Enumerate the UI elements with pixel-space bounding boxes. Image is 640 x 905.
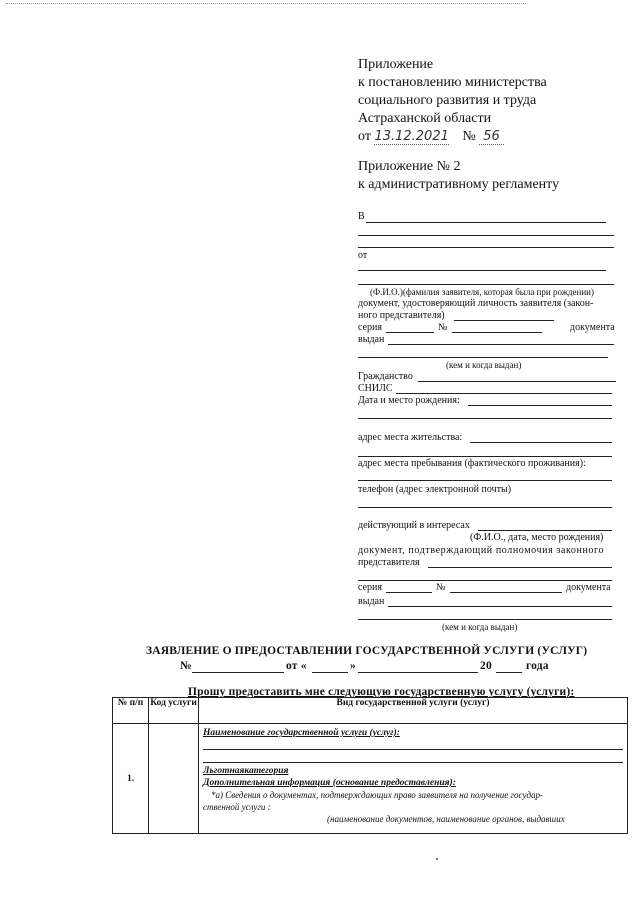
- number-label: №: [438, 322, 448, 333]
- row-number: 1.: [113, 724, 149, 834]
- birth-label: Дата и место рождения:: [358, 395, 460, 406]
- appendix-1-line3: социального развития и труда: [358, 93, 537, 108]
- snils-field[interactable]: [396, 393, 612, 394]
- to-field-line2[interactable]: [358, 235, 614, 236]
- statement-quote: »: [350, 660, 356, 672]
- docs-info-line2: ственной услуги :: [203, 802, 271, 812]
- scan-edge-artifact: [6, 3, 526, 4]
- phone-label: телефон (адрес электронной почты): [358, 484, 512, 495]
- issued-note: (кем и когда выдан): [446, 360, 522, 370]
- acting-field[interactable]: [478, 530, 612, 531]
- citizenship-field[interactable]: [418, 381, 616, 382]
- authority-doc-label-2: представителя: [358, 557, 420, 568]
- fio-note: (Ф.И.О.)(фамилия заявителя, которая была при рождении): [370, 287, 594, 297]
- handwritten-date: 13.12.2021: [374, 129, 449, 144]
- authority-doc-field-line2[interactable]: [358, 580, 612, 581]
- statement-day-field[interactable]: [312, 672, 348, 673]
- issued-field[interactable]: [388, 344, 614, 345]
- residence-field[interactable]: [470, 442, 612, 443]
- issued-label: выдан: [358, 334, 385, 345]
- appendix-1-header: [358, 56, 547, 146]
- residence-field-line2[interactable]: [358, 456, 612, 457]
- stay-label: адрес места пребывания (фактического проживания):: [358, 458, 586, 469]
- number-label-2: №: [436, 582, 446, 593]
- birth-field-line2[interactable]: [358, 418, 612, 419]
- handwritten-number: 56: [479, 129, 504, 145]
- applicant-name-field[interactable]: [358, 270, 606, 271]
- from-label-form: от: [358, 250, 368, 261]
- issued-note-2: (кем и когда выдан): [442, 622, 518, 632]
- col-header-number: № п/п: [113, 698, 149, 724]
- series-field-2[interactable]: [386, 592, 432, 593]
- id-doc-label-2: ного представителя): [358, 310, 445, 321]
- document-label-2: документа: [566, 582, 611, 593]
- extra-info-label: Дополнительная информация (основание предоставления):: [203, 778, 456, 788]
- to-label: В: [358, 211, 365, 222]
- statement-title: ЗАЯВЛЕНИЕ О ПРЕДОСТАВЛЕНИИ ГОСУДАРСТВЕННОЙ УСЛУГИ (УСЛУГ): [146, 645, 588, 657]
- col-header-type: Вид государственной услуги (услуг): [199, 698, 628, 724]
- birth-field[interactable]: [468, 405, 612, 406]
- scan-speck: [436, 858, 438, 860]
- docs-info-note: (наименование документов, наименование органов, выдавших: [327, 814, 565, 824]
- document-label: документа: [570, 322, 615, 333]
- number-sign: №: [462, 129, 476, 144]
- issued-field-2-line2[interactable]: [358, 619, 612, 620]
- to-field-line3[interactable]: [358, 247, 614, 248]
- series-field[interactable]: [386, 332, 434, 333]
- statement-year-prefix: 20: [480, 660, 492, 672]
- table-header-row: [113, 698, 628, 724]
- stay-field[interactable]: [358, 480, 612, 481]
- applicant-name-field-line2[interactable]: [358, 284, 614, 285]
- authority-doc-label-1: документ, подтверждающий полномочия законного: [358, 545, 605, 556]
- from-label: от: [358, 129, 371, 144]
- acting-note: (Ф.И.О., дата, место рождения): [470, 532, 604, 543]
- statement-number-line: [180, 660, 580, 674]
- service-code-cell[interactable]: [149, 724, 199, 834]
- col-header-code: Код услуги: [149, 698, 199, 724]
- docs-info-line1: *а) Сведения о документах, подтверждающих право заявителя на получение государ-: [211, 790, 544, 800]
- id-doc-label-1: документ, удостоверяющий личность заявителя (закон-: [358, 298, 594, 309]
- citizenship-label: Гражданство: [358, 371, 413, 382]
- number-field-2[interactable]: [450, 592, 562, 593]
- statement-year-field[interactable]: [496, 672, 522, 673]
- phone-field[interactable]: [358, 507, 612, 508]
- appendix-1-line4: Астраханской области: [358, 111, 492, 126]
- statement-number-field[interactable]: [192, 672, 284, 673]
- appendix-2-line2: к административному регламенту: [358, 177, 560, 192]
- id-doc-field[interactable]: [454, 320, 554, 321]
- authority-doc-field[interactable]: [428, 567, 612, 568]
- benefit-category-label: Льготнаякатегория: [203, 766, 289, 776]
- issued-label-2: выдан: [358, 596, 385, 607]
- snils-label: СНИЛС: [358, 383, 393, 394]
- statement-number-sign: №: [180, 660, 192, 672]
- appendix-1-line2: к постановлению министерства: [358, 75, 547, 90]
- to-field[interactable]: [366, 222, 606, 223]
- statement-month-field[interactable]: [358, 672, 478, 673]
- series-label-2: серия: [358, 582, 382, 593]
- service-name-field[interactable]: [203, 739, 623, 750]
- residence-label: адрес места жительства:: [358, 432, 463, 443]
- services-table: [112, 697, 628, 834]
- service-name-label: Наименование государственной услуги (услуг):: [203, 728, 400, 738]
- issued-field-2[interactable]: [388, 606, 612, 607]
- appendix-1-line1: Приложение: [358, 57, 434, 72]
- issued-field-line2[interactable]: [358, 357, 608, 358]
- statement-from: от «: [286, 660, 307, 672]
- appendix-2-line1: Приложение № 2: [358, 159, 461, 174]
- appendix-1-date-line: [358, 128, 547, 146]
- table-row: [113, 724, 628, 834]
- service-name-field-line2[interactable]: [203, 752, 623, 763]
- number-field[interactable]: [452, 332, 542, 333]
- statement-year-word: года: [526, 660, 549, 672]
- series-label: серия: [358, 322, 382, 333]
- appendix-2-header: [358, 158, 559, 194]
- request-text: Прошу предоставить мне следующую государственную услугу (услуги):: [188, 686, 575, 698]
- service-type-cell: [199, 724, 628, 834]
- acting-label: действующий в интересах: [358, 520, 470, 531]
